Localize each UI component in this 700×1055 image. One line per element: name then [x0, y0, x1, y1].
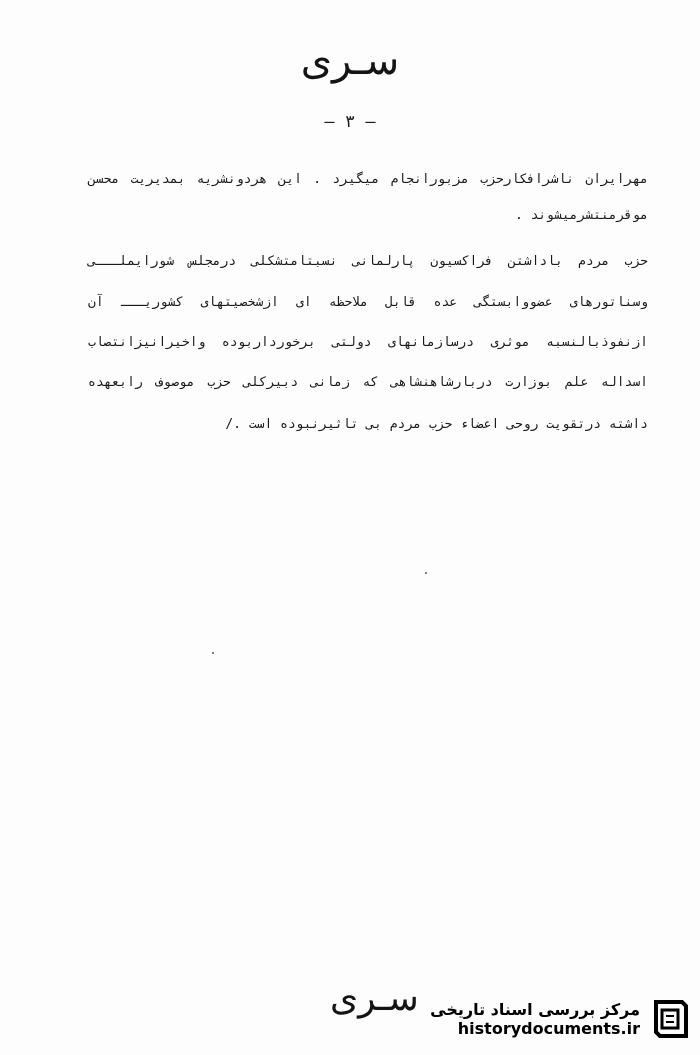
body-line-7: داشته درتقویت روحی اعضاء حزب مردم بی تاثیرنبوده است ./ — [225, 417, 648, 432]
body-line-3: حزب مردم باداشتن فراکسیون پارلمانی نسبتامتشکلی درمجلس شورایملـــی — [88, 254, 648, 269]
page-number: — ۳ — — [324, 112, 376, 132]
watermark-text — [430, 1000, 640, 1038]
body-line-6: اسداله علم بوزارت دربارشاهنشاهی که زمانی دبیرکلی حزب موصوف رابعهده — [88, 375, 648, 390]
classification-header: سـری — [300, 38, 400, 84]
classification-footer: سـری — [330, 978, 419, 1019]
body-line-2: موقرمنتشرمیشوند . — [514, 208, 648, 223]
scan-speck — [425, 572, 427, 574]
watermark-name: مرکز بررسی اسناد تاریخی — [430, 1000, 640, 1019]
body-line-4: وسناتورهای عضووابستگی عده قابل ملاحظه ای ازشخصیتهای کشوریـــ آن — [88, 295, 648, 310]
body-line-5: ازنفوذبالنسبه موثری درسازمانهای دولتی برخورداربوده واخیرانیزانتصاب — [88, 335, 648, 350]
body-line-1: مهرایران ناشرافکارحزب مزبورانجام میگیرد . این هردونشریه بمدیریت محسن — [88, 172, 648, 187]
archive-watermark — [430, 996, 692, 1042]
archive-logo-icon — [646, 996, 692, 1042]
scan-speck — [212, 652, 214, 654]
watermark-url: historydocuments.ir — [457, 1019, 640, 1038]
